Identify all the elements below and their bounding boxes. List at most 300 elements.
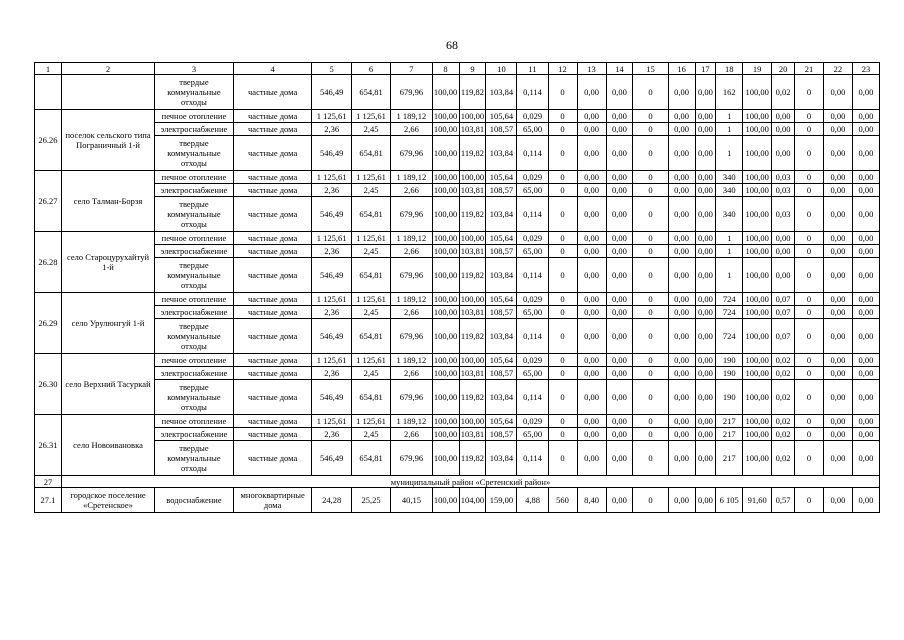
value-cell: 1 189,12 (391, 110, 432, 123)
column-header: 19 (743, 63, 772, 75)
type-cell: частные дома (233, 380, 312, 415)
value-cell: 4,88 (517, 488, 548, 513)
value-cell: 0,00 (668, 232, 695, 245)
value-cell: 100,00 (433, 429, 458, 439)
value-cell: 0 (794, 488, 823, 513)
value-cell: 0,02 (772, 367, 795, 380)
value-cell: 119,82 (459, 197, 486, 232)
value-cell: 100,00 (743, 354, 772, 367)
value-cell: 1 125,61 (312, 232, 351, 245)
value-cell: 0,00 (606, 306, 633, 319)
value-cell: 0,00 (823, 354, 852, 367)
value-cell: 0 (548, 293, 577, 306)
table-row (35, 306, 880, 319)
table-row (35, 184, 880, 197)
value-cell: 0,00 (823, 123, 852, 136)
value-cell: 190 (716, 354, 743, 367)
value-cell: 1 (716, 232, 743, 245)
settlement-cell: село Верхний Тасуркай (61, 354, 154, 415)
value-cell: 0,00 (823, 306, 852, 319)
column-header: 16 (668, 63, 695, 75)
value-cell: 0,00 (577, 245, 606, 258)
value-cell: 0,00 (852, 428, 879, 441)
value-cell: 100,00 (743, 367, 772, 380)
type-cell: частные дома (233, 293, 312, 306)
value-cell: 190 (716, 380, 743, 415)
value-cell: 546,49 (312, 441, 351, 476)
value-cell: 0 (794, 428, 823, 441)
service-cell: печное отопление (155, 293, 234, 306)
value-cell: 0,00 (577, 354, 606, 367)
value-cell: 0,00 (668, 319, 695, 354)
column-header: 5 (312, 63, 351, 75)
value-cell: 100,00 (432, 380, 459, 415)
value-cell: 1 (716, 136, 743, 171)
value-cell: 119,82 (459, 136, 486, 171)
row-id-cell: 26.28 (35, 232, 62, 293)
value-cell: 0,00 (823, 184, 852, 197)
row-id-cell: 26.30 (35, 354, 62, 415)
value-cell: 0,00 (606, 293, 633, 306)
value-cell: 100,00 (743, 136, 772, 171)
value-cell: 0,00 (852, 110, 879, 123)
value-cell: 0,00 (668, 293, 695, 306)
table-row (35, 258, 880, 293)
value-cell: 0,00 (606, 415, 633, 428)
value-cell: 0 (633, 184, 668, 197)
value-cell: 100,00 (433, 355, 458, 365)
value-cell: 0,00 (606, 184, 633, 197)
type-cell: частные дома (233, 367, 312, 380)
value-cell: 0,00 (668, 171, 695, 184)
value-cell: 546,49 (312, 136, 351, 171)
value-cell: 2,66 (391, 184, 432, 197)
value-cell: 0,00 (577, 136, 606, 171)
value-cell: 0,00 (577, 319, 606, 354)
value-cell: 0,00 (823, 136, 852, 171)
table-row (35, 441, 880, 476)
value-cell: 0,00 (668, 380, 695, 415)
value-cell: 2,66 (391, 123, 432, 136)
value-cell: 546,49 (312, 258, 351, 293)
value-cell: 724 (716, 306, 743, 319)
value-cell: 0,00 (668, 110, 695, 123)
value-cell: 0,00 (852, 245, 879, 258)
settlement-cell: село Талман-Борзя (61, 171, 154, 232)
value-cell: 100,00 (433, 416, 458, 426)
value-cell: 0,00 (668, 441, 695, 476)
value-cell: 0,00 (606, 123, 633, 136)
value-cell: 0,00 (852, 293, 879, 306)
value-cell: 0,00 (695, 319, 716, 354)
value-cell: 0,029 (517, 232, 548, 245)
value-cell: 0,00 (606, 441, 633, 476)
table-row (35, 319, 880, 354)
column-header: 18 (716, 63, 743, 75)
value-cell: 100,00 (460, 111, 485, 121)
value-cell: 1 125,61 (351, 110, 390, 123)
value-cell: 0,00 (577, 123, 606, 136)
value-cell: 340 (716, 184, 743, 197)
type-cell: частные дома (233, 258, 312, 293)
value-cell: 65,00 (517, 184, 548, 197)
value-cell: 100,00 (743, 245, 772, 258)
value-cell: 0 (633, 258, 668, 293)
value-cell: 0,00 (695, 197, 716, 232)
value-cell: 0,00 (852, 319, 879, 354)
column-header: 8 (432, 63, 459, 75)
value-cell: 0,114 (517, 75, 548, 110)
value-cell: 0,00 (852, 258, 879, 293)
type-cell: частные дома (233, 184, 312, 197)
value-cell: 0 (794, 354, 823, 367)
value-cell: 0,00 (668, 184, 695, 197)
value-cell: 1 (716, 245, 743, 258)
value-cell: 679,96 (391, 441, 432, 476)
value-cell: 0 (548, 441, 577, 476)
column-header: 1 (35, 63, 62, 75)
settlement-cell: село Урулюнгуй 1-й (61, 293, 154, 354)
value-cell: 0,02 (772, 354, 795, 367)
column-header: 13 (577, 63, 606, 75)
settlement-cell: городское поселение «Сретенское» (61, 488, 154, 513)
value-cell: 100,00 (743, 110, 772, 123)
value-cell: 108,57 (486, 306, 517, 319)
value-cell: 0 (794, 415, 823, 428)
value-cell: 0,00 (695, 441, 716, 476)
value-cell: 100,00 (743, 415, 772, 428)
value-cell: 0,57 (772, 488, 795, 513)
value-cell: 103,84 (486, 75, 517, 110)
value-cell: 679,96 (391, 380, 432, 415)
value-cell: 0,00 (823, 380, 852, 415)
value-cell: 0 (633, 415, 668, 428)
value-cell: 0,00 (823, 428, 852, 441)
service-cell: электроснабжение (155, 184, 234, 197)
value-cell: 105,64 (486, 171, 517, 184)
value-cell: 2,36 (312, 367, 351, 380)
value-cell: 0,00 (577, 428, 606, 441)
service-cell: электроснабжение (155, 367, 234, 380)
value-cell: 2,36 (312, 245, 351, 258)
value-cell: 0,029 (517, 171, 548, 184)
value-cell: 162 (716, 75, 743, 110)
value-cell: 100,00 (432, 75, 459, 110)
value-cell: 6 105 (716, 488, 743, 513)
value-cell: 0,00 (852, 354, 879, 367)
value-cell: 2,36 (312, 306, 351, 319)
value-cell: 0,00 (695, 136, 716, 171)
value-cell: 0,00 (823, 171, 852, 184)
value-cell: 0,00 (668, 367, 695, 380)
page-number: 68 (446, 38, 458, 52)
value-cell: 108,57 (486, 428, 517, 441)
value-cell: 100,00 (743, 319, 772, 354)
column-header: 10 (486, 63, 517, 75)
value-cell: 1 189,12 (391, 415, 432, 428)
value-cell: 65,00 (517, 367, 548, 380)
service-cell: твердые коммунальные отходы (155, 136, 234, 171)
value-cell: 654,81 (351, 380, 390, 415)
value-cell: 0,00 (772, 245, 795, 258)
value-cell: 0,02 (772, 428, 795, 441)
value-cell: 1 189,12 (391, 171, 432, 184)
column-header: 21 (794, 63, 823, 75)
value-cell: 1 189,12 (391, 354, 432, 367)
column-header: 3 (155, 63, 234, 75)
value-cell: 1 125,61 (312, 110, 351, 123)
value-cell: 105,64 (486, 232, 517, 245)
type-cell: частные дома (233, 136, 312, 171)
value-cell: 0 (548, 75, 577, 110)
service-cell: водоснабжение (155, 488, 234, 513)
service-cell: твердые коммунальные отходы (155, 380, 234, 415)
value-cell: 1 125,61 (351, 415, 390, 428)
value-cell: 108,57 (486, 245, 517, 258)
service-cell: печное отопление (155, 354, 234, 367)
value-cell: 2,45 (351, 428, 390, 441)
value-cell: 0 (633, 123, 668, 136)
table-row (35, 197, 880, 232)
service-cell: печное отопление (155, 232, 234, 245)
value-cell: 0,00 (772, 232, 795, 245)
value-cell: 8,40 (577, 488, 606, 513)
value-cell: 0,03 (772, 197, 795, 232)
value-cell: 0 (548, 306, 577, 319)
value-cell: 2,66 (391, 245, 432, 258)
value-cell: 40,15 (391, 488, 432, 513)
value-cell: 0,00 (852, 171, 879, 184)
value-cell: 100,00 (743, 293, 772, 306)
value-cell: 0 (548, 380, 577, 415)
value-cell: 0 (794, 123, 823, 136)
value-cell: 0,029 (517, 293, 548, 306)
value-cell: 100,00 (433, 111, 458, 121)
table-row (35, 232, 880, 245)
value-cell: 0 (794, 110, 823, 123)
value-cell: 0,00 (852, 232, 879, 245)
value-cell: 100,00 (460, 355, 485, 365)
value-cell: 654,81 (351, 75, 390, 110)
table-row (35, 245, 880, 258)
value-cell: 100,00 (743, 428, 772, 441)
value-cell: 100,00 (743, 184, 772, 197)
value-cell: 1 (716, 258, 743, 293)
value-cell: 2,45 (351, 367, 390, 380)
value-cell: 0,00 (852, 184, 879, 197)
value-cell: 0 (794, 197, 823, 232)
value-cell: 0 (548, 428, 577, 441)
value-cell: 25,25 (351, 488, 390, 513)
value-cell: 0 (633, 293, 668, 306)
value-cell: 0 (633, 428, 668, 441)
row-id-cell: 27.1 (35, 488, 62, 513)
value-cell: 2,36 (312, 428, 351, 441)
value-cell: 654,81 (351, 258, 390, 293)
value-cell: 119,82 (459, 258, 486, 293)
value-cell: 0 (794, 380, 823, 415)
value-cell: 0,00 (852, 441, 879, 476)
value-cell: 103,84 (486, 136, 517, 171)
table-row (35, 110, 880, 123)
value-cell: 105,64 (486, 110, 517, 123)
value-cell: 679,96 (391, 258, 432, 293)
table-row (35, 136, 880, 171)
value-cell: 0,00 (772, 136, 795, 171)
value-cell: 100,00 (433, 246, 458, 256)
value-cell: 65,00 (517, 428, 548, 441)
value-cell: 0,00 (668, 245, 695, 258)
value-cell: 2,36 (312, 123, 351, 136)
value-cell: 100,00 (433, 185, 458, 195)
value-cell: 0,00 (606, 197, 633, 232)
value-cell: 217 (716, 428, 743, 441)
value-cell: 100,00 (433, 368, 458, 378)
value-cell: 0,00 (606, 110, 633, 123)
section-title-cell: муниципальный район «Сретенский район» (61, 476, 879, 488)
table-row (35, 123, 880, 136)
value-cell: 0,00 (823, 197, 852, 232)
value-cell: 1 125,61 (351, 293, 390, 306)
value-cell: 0,07 (772, 319, 795, 354)
column-header: 22 (823, 63, 852, 75)
column-header: 14 (606, 63, 633, 75)
value-cell: 0,00 (852, 123, 879, 136)
value-cell: 0,00 (577, 367, 606, 380)
value-cell: 100,00 (743, 258, 772, 293)
column-header: 9 (459, 63, 486, 75)
value-cell: 2,66 (391, 367, 432, 380)
value-cell: 217 (716, 441, 743, 476)
value-cell: 0,00 (852, 197, 879, 232)
value-cell: 105,64 (486, 415, 517, 428)
value-cell: 0,029 (517, 354, 548, 367)
service-cell: твердые коммунальные отходы (155, 197, 234, 232)
value-cell: 0 (794, 319, 823, 354)
value-cell: 0 (794, 184, 823, 197)
value-cell: 2,66 (391, 306, 432, 319)
value-cell: 0,00 (577, 184, 606, 197)
value-cell: 546,49 (312, 380, 351, 415)
value-cell: 0,114 (517, 380, 548, 415)
value-cell: 100,00 (460, 172, 485, 182)
value-cell: 0 (633, 488, 668, 513)
column-header: 17 (695, 63, 716, 75)
value-cell: 0,00 (606, 245, 633, 258)
table-row (35, 293, 880, 306)
service-cell: твердые коммунальные отходы (155, 258, 234, 293)
value-cell: 724 (716, 319, 743, 354)
value-cell: 0 (548, 110, 577, 123)
value-cell: 105,64 (486, 293, 517, 306)
value-cell: 0,00 (668, 428, 695, 441)
value-cell: 100,00 (432, 136, 459, 171)
value-cell: 0,00 (606, 367, 633, 380)
table-row (35, 63, 880, 75)
value-cell: 0,03 (772, 171, 795, 184)
value-cell: 0,00 (606, 258, 633, 293)
column-header: 2 (61, 63, 154, 75)
value-cell: 100,00 (460, 416, 485, 426)
value-cell: 0,114 (517, 136, 548, 171)
column-header: 7 (391, 63, 432, 75)
value-cell: 0,00 (606, 171, 633, 184)
column-header: 12 (548, 63, 577, 75)
value-cell: 0,00 (668, 197, 695, 232)
value-cell: 2,45 (351, 306, 390, 319)
value-cell: 0 (633, 110, 668, 123)
value-cell: 0,00 (695, 380, 716, 415)
value-cell: 1 125,61 (351, 232, 390, 245)
value-cell: 0,00 (577, 293, 606, 306)
settlement-cell: село Староцурухайтуй 1-й (61, 232, 154, 293)
value-cell: 0,029 (517, 110, 548, 123)
type-cell: многоквартирные дома (233, 488, 312, 513)
value-cell: 190 (716, 367, 743, 380)
value-cell: 654,81 (351, 197, 390, 232)
value-cell: 0,00 (606, 136, 633, 171)
value-cell: 0,00 (668, 75, 695, 110)
value-cell: 0 (633, 171, 668, 184)
value-cell: 1 125,61 (351, 171, 390, 184)
value-cell: 0,00 (668, 415, 695, 428)
value-cell: 108,57 (486, 184, 517, 197)
value-cell: 0,00 (606, 232, 633, 245)
value-cell: 0,00 (823, 293, 852, 306)
value-cell: 1 125,61 (312, 293, 351, 306)
value-cell: 103,81 (460, 307, 485, 317)
value-cell: 100,00 (743, 75, 772, 110)
value-cell: 0,00 (772, 258, 795, 293)
value-cell: 0,00 (668, 136, 695, 171)
value-cell: 1 125,61 (312, 354, 351, 367)
column-header: 4 (233, 63, 312, 75)
value-cell: 0,00 (823, 367, 852, 380)
value-cell: 0,00 (668, 488, 695, 513)
value-cell: 0,00 (823, 488, 852, 513)
settlement-cell: поселок сельского типа Пограничный 1-й (61, 110, 154, 171)
value-cell: 0,00 (606, 319, 633, 354)
table-row (35, 415, 880, 428)
value-cell: 103,84 (486, 197, 517, 232)
value-cell: 0,00 (823, 245, 852, 258)
column-header: 23 (852, 63, 879, 75)
service-cell: электроснабжение (155, 306, 234, 319)
value-cell: 100,00 (433, 233, 458, 243)
value-cell: 0 (548, 184, 577, 197)
value-cell: 546,49 (312, 197, 351, 232)
value-cell: 100,00 (432, 319, 459, 354)
value-cell: 100,00 (460, 233, 485, 243)
value-cell: 0,00 (577, 441, 606, 476)
value-cell: 560 (548, 488, 577, 513)
value-cell: 679,96 (391, 319, 432, 354)
value-cell: 0 (633, 245, 668, 258)
value-cell: 108,57 (486, 367, 517, 380)
value-cell: 119,82 (459, 441, 486, 476)
value-cell: 103,84 (486, 380, 517, 415)
value-cell: 100,00 (743, 232, 772, 245)
value-cell: 0,02 (772, 75, 795, 110)
value-cell: 119,82 (459, 75, 486, 110)
row-id-cell: 26.31 (35, 415, 62, 476)
value-cell: 0,00 (823, 258, 852, 293)
value-cell: 0 (548, 136, 577, 171)
value-cell: 0 (633, 232, 668, 245)
value-cell: 100,00 (743, 197, 772, 232)
service-cell: твердые коммунальные отходы (155, 75, 234, 110)
row-id-cell: 26.26 (35, 110, 62, 171)
